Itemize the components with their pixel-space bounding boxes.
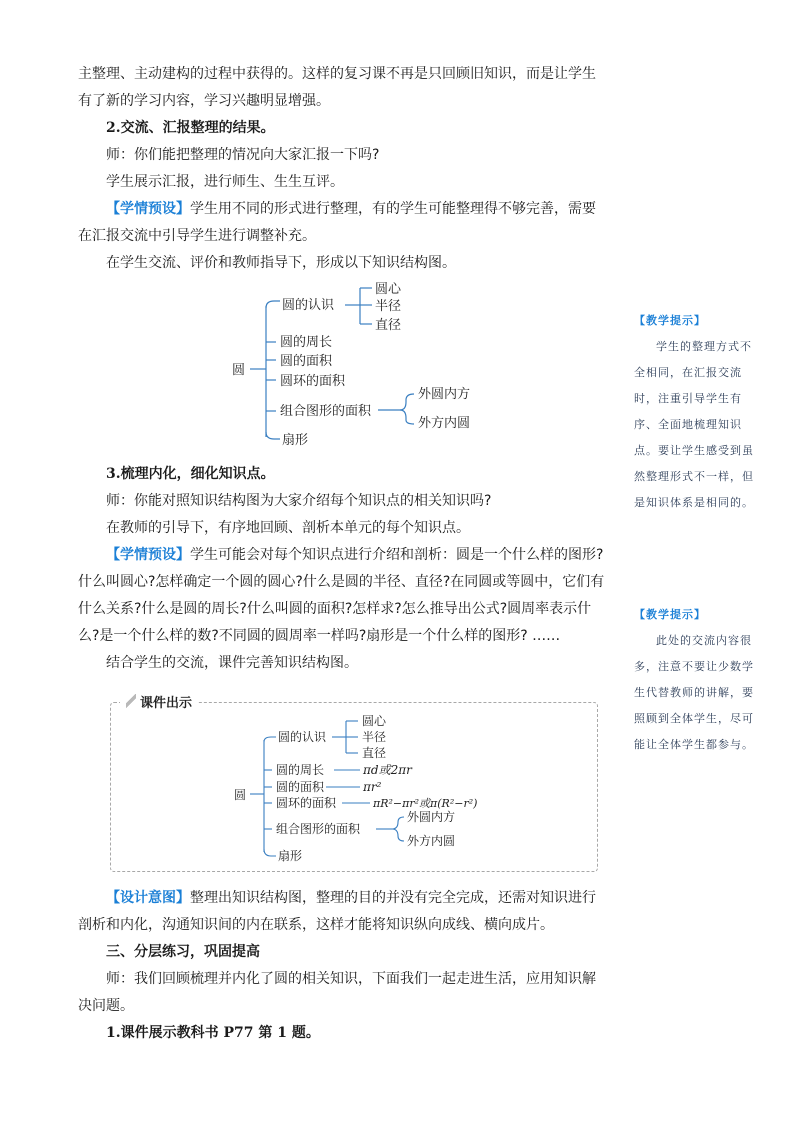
presupposition-text-1: 学生用不同的形式进行整理，有的学生可能整理得不够完善，需要在汇报交流中引导学生进行调整补充。 xyxy=(78,201,596,244)
d2-node-banjing: 半径 xyxy=(362,730,387,744)
d2-node-waifang: 外方内圆 xyxy=(407,834,456,848)
d1-node-yuanhuan: 圆环的面积 xyxy=(280,374,346,389)
paragraph-presupposition-1 xyxy=(78,196,608,250)
d1-node-renshi: 圆的认识 xyxy=(282,298,335,313)
sidebar-tip-1 xyxy=(634,308,754,516)
paragraph-design-intent xyxy=(78,885,608,939)
heading-internalize: 3.梳理内化，细化知识点。 xyxy=(106,466,275,482)
d1-node-yuanxin: 圆心 xyxy=(375,282,402,297)
tag-presupposition: 【学情预设】 xyxy=(106,547,190,563)
d2-node-zhijing: 直径 xyxy=(362,746,387,760)
paragraph-intro: 主整理、主动建构的过程中获得的。这样的复习课不再是只回顾旧知识，而是让学生有了新的学习内容，学习兴趣明显增强。 xyxy=(78,66,596,109)
d2-node-yuanhuan: 圆环的面积 xyxy=(276,796,337,810)
d2-node-yuanxin: 圆心 xyxy=(362,714,387,728)
d2-node-mianji: 圆的面积 xyxy=(276,780,325,794)
tip-1-heading: 【教学提示】 xyxy=(634,314,706,327)
d2-node-shanxing: 扇形 xyxy=(278,849,303,863)
heading-exchange: 2.交流、汇报整理的结果。 xyxy=(106,120,275,136)
courseware-label: 课件出示 xyxy=(120,692,198,711)
teacher-question-1: 师：你们能把整理的情况向大家汇报一下吗? xyxy=(106,147,380,163)
tip-2-body: 此处的交流内容很多，注意不要让少数学生代替教师的讲解，要照顾到全体学生，尽可能让全体学生都参与。 xyxy=(634,634,754,751)
paragraph-form-diagram: 在学生交流、评价和教师指导下，形成以下知识结构图。 xyxy=(106,255,456,271)
d2-node-zhouchang: 圆的周长 xyxy=(276,763,325,777)
d2-root: 圆 xyxy=(234,788,247,802)
student-activity: 学生展示汇报，进行师生、生生互评。 xyxy=(106,174,344,190)
tag-presupposition: 【学情预设】 xyxy=(106,201,190,217)
section-heading-practice: 三、分层练习，巩固提高 xyxy=(106,944,260,960)
teacher-question-3: 师：我们回顾梳理并内化了圆的相关知识，下面我们一起走进生活，应用知识解决问题。 xyxy=(78,971,596,1014)
knowledge-structure-diagram-1 xyxy=(220,276,520,456)
d1-node-mianji: 圆的面积 xyxy=(280,354,333,369)
d1-node-banjing: 半径 xyxy=(375,299,402,314)
paragraph-presupposition-2 xyxy=(78,542,608,650)
stripe-icon xyxy=(126,694,136,710)
presupposition-text-2: 学生可能会对每个知识点进行介绍和剖析：圆是一个什么样的图形?什么叫圆心?怎样确定一个圆的圆心?什么是圆的半径、直径?在同圆或等圆中，它们有什么关系?什么是圆的周长?什么叫圆的面积?怎样求?怎么推导出公式?圆周率表示什么?是一个什么样的数?不同圆的圆周率一样吗?扇形是一个什么样的图形? …… xyxy=(78,547,605,644)
tip-2-heading: 【教学提示】 xyxy=(634,608,706,621)
d1-root: 圆 xyxy=(232,363,246,378)
tip-1-body: 学生的整理方式不全相同，在汇报交流时，注重引导学生有序、全面地梳理知识点。要让学生感受到虽然整理形式不一样，但是知识体系是相同的。 xyxy=(634,340,754,509)
paragraph-guide: 在教师的引导下，有序地回顾、剖析本单元的每个知识点。 xyxy=(106,520,470,536)
d2-node-renshi: 圆的认识 xyxy=(278,730,327,744)
paragraph-combine: 结合学生的交流，课件完善知识结构图。 xyxy=(106,655,358,671)
d2-formula-yuanhuan: πR²−πr²或π(R²−r²) xyxy=(373,797,478,810)
d1-node-zuhe: 组合图形的面积 xyxy=(280,404,372,419)
d1-node-zhijing: 直径 xyxy=(375,318,402,333)
d1-node-waifang: 外方内圆 xyxy=(418,416,471,431)
tag-design-intent: 【设计意图】 xyxy=(106,890,190,906)
d2-node-zuhe: 组合图形的面积 xyxy=(276,822,361,836)
d2-formula-zhouchang: πd或2πr xyxy=(363,763,412,777)
sidebar-tip-2 xyxy=(634,602,754,758)
teacher-question-2: 师：你能对照知识结构图为大家介绍每个知识点的相关知识吗? xyxy=(106,493,492,509)
d2-formula-mianji: πr² xyxy=(363,780,382,794)
design-intent-text: 整理出知识结构图，整理的目的并没有完全完成，还需对知识进行剖析和内化，沟通知识间的内在联系，这样才能将知识纵向成线、横向成片。 xyxy=(78,890,596,933)
d1-node-zhouchang: 圆的周长 xyxy=(280,335,333,350)
d2-node-waiyuan: 外圆内方 xyxy=(407,810,456,824)
knowledge-structure-diagram-2 xyxy=(226,712,526,867)
exercise-1: 1.课件展示教科书 P77 第 1 题。 xyxy=(106,1025,320,1041)
d1-node-waiyuan: 外圆内方 xyxy=(418,387,471,402)
d1-node-shanxing: 扇形 xyxy=(282,433,309,448)
